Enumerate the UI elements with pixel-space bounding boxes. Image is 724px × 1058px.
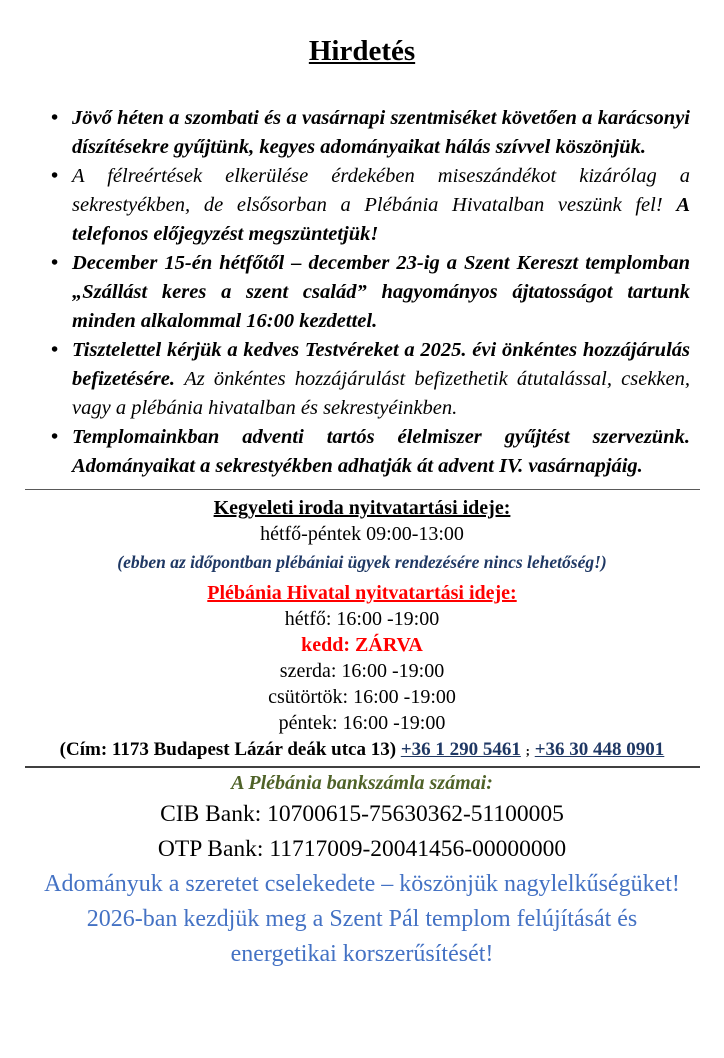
bank-account-cib: CIB Bank: 10700615-75630362-51100005 [160, 801, 564, 827]
parish-hours-tuesday-closed: kedd: ZÁRVA [301, 634, 423, 656]
announcement-text: A félreértések elkerülése érdekében miseszándékot kizárólag a sekrestyékben, de elsősorban a Plébánia Hivatalban veszünk fel! [72, 165, 690, 216]
phone-link-mobile[interactable]: +36 30 448 0901 [534, 739, 665, 760]
announcement-text: Templomainkban adventi tartós élelmiszer gyűjtést szervezünk. Adományaikat a sekrestyékben adhatják át advent IV. vasárnapjáig. [72, 426, 690, 477]
parish-hours-monday: hétfő: 16:00 -19:00 [284, 608, 440, 630]
announcement-text: Jövő héten a szombati és a vasárnapi szentmiséket követően a karácsonyi díszítésekre gyűjtünk, kegyes adományaikat hálás szívvel köszönjük. [72, 107, 690, 158]
announcement-list [34, 104, 690, 481]
parish-hours-wednesday: szerda: 16:00 -19:00 [279, 660, 445, 682]
list-item-food-collection [34, 423, 690, 481]
memorial-office-heading: Kegyeleti iroda nyitvatartási ideje: [213, 497, 511, 519]
list-item-mass-intentions [34, 162, 690, 249]
announcement-text-emphasis: A telefonos előjegyzést megszüntetjük! [72, 194, 690, 245]
footer-thanks-line: Adományuk a szeretet cselekedete – köszönjük nagylelkűségüket! [44, 871, 680, 897]
footer-section [0, 867, 724, 972]
announcement-document [0, 34, 724, 481]
parish-office-heading: Plébánia Hivatal nyitvatartási ideje: [207, 582, 517, 604]
bank-section [0, 770, 724, 867]
announcement-text: December 15-én hétfőtől – december 23-ig a Szent Kereszt templomban „Szállást keres a szent család” hagyományos ájtatosságot tartunk minden alkalommal 16:00 kezdettel. [72, 252, 690, 332]
divider-top [25, 489, 700, 490]
memorial-office-hours: hétfő-péntek 09:00-13:00 [260, 523, 464, 545]
memorial-office-note: (ebben az időpontban plébániai ügyek rendezésére nincs lehetőség!) [117, 552, 607, 572]
list-item-collection-notice [34, 104, 690, 162]
page-title: Hirdetés [308, 35, 416, 67]
parish-hours-friday: péntek: 16:00 -19:00 [278, 712, 446, 734]
bank-account-otp: OTP Bank: 11717009-20041456-00000000 [157, 836, 567, 862]
list-item-december-devotion [34, 249, 690, 336]
footer-renovation-line-2: energetikai korszerűsítését! [230, 941, 494, 967]
announcement-text-emphasis: Tisztelettel kérjük a kedves Testvéreket a 2025. évi önkéntes hozzájárulás befizetésére. [72, 339, 690, 390]
parish-hours-thursday: csütörtök: 16:00 -19:00 [268, 686, 456, 708]
office-hours-section [0, 495, 724, 764]
divider-bottom [25, 766, 700, 768]
phone-link-landline[interactable]: +36 1 290 5461 [400, 739, 521, 760]
phone-separator: ; [525, 743, 530, 758]
parish-address: (Cím: 1173 Budapest Lázár deák utca 13) [59, 739, 397, 760]
announcement-text: Az önkéntes hozzájárulást befizethetik átutalással, csekken, vagy a plébánia hivatalban és sekrestyéinkben. [72, 368, 690, 419]
footer-renovation-line-1: 2026-ban kezdjük meg a Szent Pál templom felújítását és [86, 906, 638, 932]
address-line [34, 736, 690, 764]
bank-accounts-heading: A Plébánia bankszámla számai: [231, 772, 493, 794]
list-item-voluntary-contribution [34, 336, 690, 423]
